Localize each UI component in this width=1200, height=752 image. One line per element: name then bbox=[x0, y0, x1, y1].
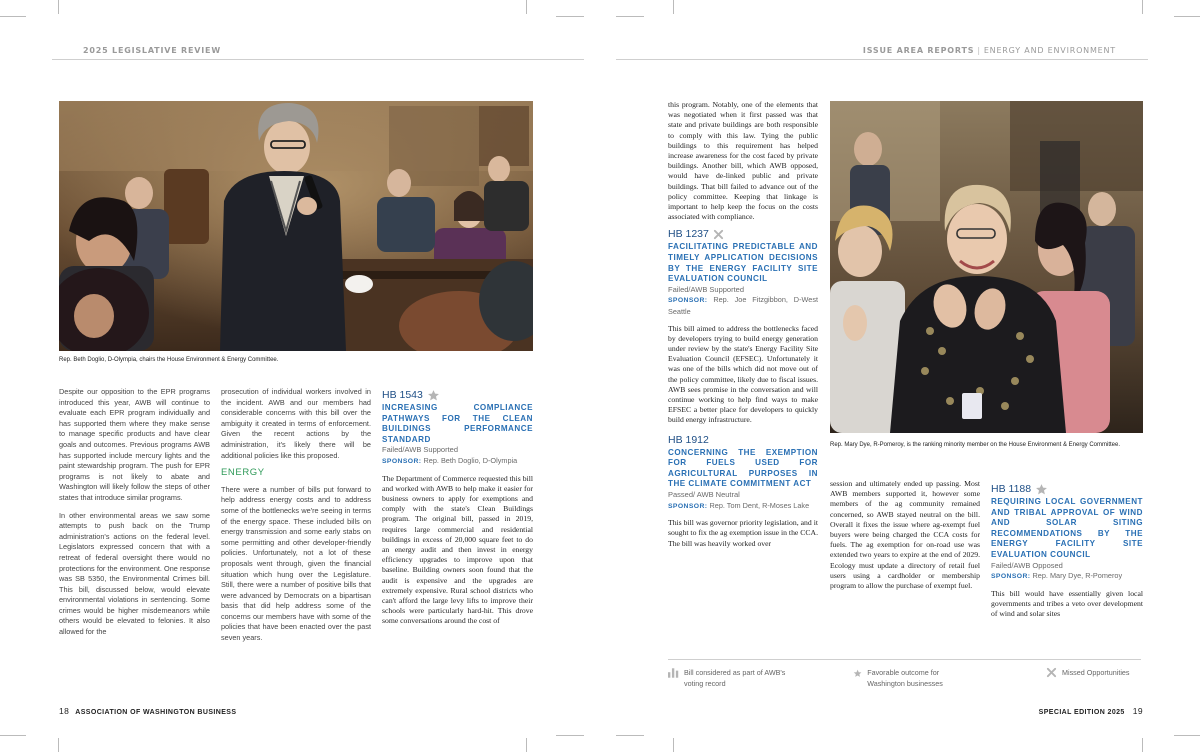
bill-status: Failed/AWB Supported bbox=[668, 284, 745, 294]
bill-body: This bill was governor priority legislation, and it sought to fix the ag exemption issue in the CCA. The bill was heavily worked over bbox=[668, 518, 818, 548]
left-page bbox=[0, 0, 584, 752]
legend-label: Bill considered as part of AWB's voting record bbox=[684, 668, 786, 688]
paragraph: In other environmental areas we saw some attempts to push back on the Trump administration's actions on the federal level. Legislators expressed concern that with a retreat of federal oversight there would no protections for the environment. One response was SB 5350, the Environmental Crimes bill. This bill, discussed below, would elevate environmental violations in sentencing. Some crimes would be higher misdemeanors while others would be elevated to felonies. It also allowed for the bbox=[59, 510, 210, 637]
paragraph: prosecution of individual workers involved in the incident. AWB and our members had considerable concerns with this bill over the ambiguity it created in terms of enforcement. Given the recent actions by the administration, it's likely there will be additional policies like this proposed. bbox=[221, 387, 371, 460]
bill-sponsor bbox=[668, 295, 818, 317]
header-rule bbox=[616, 59, 1148, 60]
crop-mark bbox=[526, 0, 527, 14]
paragraph: this program. Notably, one of the elements that was negotiated when it first passed was that state and private buildings are both responsible to comply with this law. Tying the public buildings to this requirement has helped increase awareness for the cost faced by private buildings. Another bill, which AWB opposed, would have de-linked public and private buildings. That bill failed to advance out of the policy committee. Keeping that linkage is important to help keep the focus on the costs associated with compliance. bbox=[668, 100, 818, 222]
bill-number-text: HB 1912 bbox=[668, 433, 709, 446]
photo-caption: Rep. Mary Dye, R-Pomeroy, is the ranking minority member on the House Environment & Energy Committee. bbox=[830, 442, 1120, 448]
crop-mark bbox=[1174, 16, 1200, 17]
legend-rule bbox=[668, 659, 1141, 660]
crop-mark bbox=[616, 735, 644, 736]
bill-status: Failed/AWB Opposed bbox=[991, 560, 1063, 570]
page-footer bbox=[1039, 706, 1143, 716]
bill-sponsor bbox=[382, 456, 533, 468]
bill-sponsor bbox=[668, 501, 818, 513]
bill-status: Failed/AWB Supported bbox=[382, 445, 459, 455]
legend-label: Missed Opportunities bbox=[1062, 668, 1130, 677]
right-page bbox=[616, 0, 1200, 752]
crop-mark bbox=[58, 738, 59, 752]
crop-mark bbox=[1174, 735, 1200, 736]
bill-title: REQUIRING LOCAL GOVERNMENT AND TRIBAL APPROVAL OF WIND AND SOLAR SITING RECOMMENDATIONS BY THE ENERGY FACILITY SITE EVALUATION COUNCIL bbox=[991, 497, 1143, 559]
bill-body: This bill aimed to address the bottlenecks faced by developers trying to build energy generation under review by the state's Energy Facility Site Evaluation Council (EFSEC). Unfortunately it was one of the bills which did not move out of the policy committee, likely due to fiscal issues. AWB sees promise in the conversation and will continue working to help find ways to make EFSEC a better place for developers to quickly build energy infrastructure. bbox=[668, 323, 818, 425]
header-rule bbox=[52, 59, 584, 60]
bill-number bbox=[668, 434, 818, 447]
photo-mary-dye bbox=[830, 101, 1143, 433]
x-mark-icon bbox=[1046, 667, 1057, 678]
legend-label: Favorable outcome for Washington businesses bbox=[867, 668, 943, 688]
bill-number-text: HB 1237 bbox=[668, 228, 709, 241]
bill-status: Passed/ AWB Neutral bbox=[668, 490, 740, 499]
footer-edition: SPECIAL EDITION 2025 bbox=[1038, 709, 1125, 716]
page-number: 19 bbox=[1132, 706, 1143, 716]
crop-mark bbox=[556, 735, 584, 736]
crop-mark bbox=[1142, 0, 1143, 14]
star-icon bbox=[1035, 483, 1048, 496]
running-head-section: ISSUE AREA REPORTS bbox=[862, 46, 975, 55]
star-icon bbox=[853, 667, 862, 680]
sponsor-label: SPONSOR: bbox=[668, 297, 708, 305]
crop-mark bbox=[556, 16, 584, 17]
crop-mark bbox=[1142, 738, 1143, 752]
bill-title: FACILITATING PREDICTABLE AND TIMELY APPLICATION DECISIONS BY THE ENERGY FACILITY SITE EVALUATION COUNCIL bbox=[668, 242, 818, 284]
right-column-1 bbox=[668, 100, 818, 549]
sponsor-label: SPONSOR: bbox=[668, 502, 708, 510]
bill-body: This bill would have essentially given local governments and tribes a veto over development of wind and solar sites bbox=[991, 588, 1143, 619]
left-column-2 bbox=[221, 387, 371, 651]
legend-missed bbox=[1046, 667, 1146, 678]
legend-voting-record bbox=[668, 667, 798, 689]
crop-mark bbox=[0, 735, 26, 736]
running-head: 2025 LEGISLATIVE REVIEW bbox=[83, 46, 221, 55]
crop-mark bbox=[0, 16, 26, 17]
footer-publisher: ASSOCIATION OF WASHINGTON BUSINESS bbox=[75, 709, 237, 716]
legend-favorable bbox=[853, 667, 973, 689]
bill-sponsor bbox=[991, 571, 1143, 583]
energy-heading: ENERGY bbox=[221, 467, 265, 479]
running-head: ISSUE AREA REPORTS | ENERGY AND ENVIRONMENT bbox=[862, 46, 1116, 55]
crop-mark bbox=[58, 0, 59, 14]
sponsor-name: Rep. Mary Dye, R-Pomeroy bbox=[1032, 571, 1123, 581]
bar-chart-icon bbox=[668, 667, 679, 679]
bill-number bbox=[668, 228, 818, 241]
sponsor-name: Rep. Joe Fitzgibbon, D-West Seattle bbox=[668, 295, 818, 316]
sponsor-name: Rep. Tom Dent, R-Moses Lake bbox=[709, 500, 810, 510]
right-column-2 bbox=[830, 479, 980, 591]
bill-hb1543 bbox=[382, 389, 533, 627]
crop-mark bbox=[673, 738, 674, 752]
bill-body: The Department of Commerce requested this bill and worked with AWB to help make it easier for business owners to apply for exemptions and comply with the state's Clean Buildings program. The original bill, passed in 2019, requires large commercial and residential buildings in excess of 20,000 square feet to do an energy audit and then invest in energy efficiency upgrades to improve upon that baseline. Building owners soon found that the audit is expensive and the upgrades are extremely expensive. Rural school districts who can't afford the large levy lifts to improve their schools were particularly hard-hit. This drove some conversations around the cost of bbox=[382, 473, 533, 626]
page-footer bbox=[59, 706, 236, 716]
x-mark-icon bbox=[713, 229, 724, 240]
photo-caption: Rep. Beth Doglio, D-Olympia, chairs the House Environment & Energy Committee. bbox=[59, 357, 279, 363]
crop-mark bbox=[673, 0, 674, 14]
sponsor-name: Rep. Beth Doglio, D-Olympia bbox=[423, 455, 518, 465]
paragraph: Despite our opposition to the EPR programs introduced this year, AWB will continue to evaluate each EPR program individually and has supported them where they make sense to manage specific products and have clear goals and outcomes. Previous programs AWB has supported include mercury lights and the paint stewardship program. The push for EPR programs is not likely to abate and Washington will likely follow the steps of other states that introduce similar programs. bbox=[59, 387, 210, 502]
bill-title: INCREASING COMPLIANCE PATHWAYS FOR THE CLEAN BUILDINGS PERFORMANCE STANDARD bbox=[382, 403, 533, 444]
photo-beth-doglio bbox=[59, 101, 533, 351]
crop-mark bbox=[526, 738, 527, 752]
star-icon bbox=[427, 389, 440, 402]
bill-number-text: HB 1188 bbox=[991, 483, 1032, 495]
bill-title: CONCERNING THE EXEMPTION FOR FUELS USED FOR AGRICULTURAL PURPOSES IN THE CLIMATE COMMITMENT ACT bbox=[668, 447, 818, 489]
bill-hb1188 bbox=[991, 483, 1143, 619]
crop-mark bbox=[616, 16, 644, 17]
page-number: 18 bbox=[59, 706, 70, 716]
running-head-topic: ENERGY AND ENVIRONMENT bbox=[983, 46, 1116, 55]
paragraph: session and ultimately ended up passing. Most AWB members supported it, however some members of the ag community remained concerned, so AWB stayed neutral on the bill. Overall it fixes the issue where ag-exempt fuel buyers were being charged the CCA costs for fuels. The ag exemption for on-road use was extended two years to expire at the end of 2029. Ecology must update a directory of retail fuel users using a cardholder or membership program to allow the purchase of exempt fuel. bbox=[830, 479, 980, 591]
sponsor-label: SPONSOR: bbox=[382, 457, 422, 465]
left-column-1 bbox=[59, 387, 210, 645]
paragraph: There were a number of bills put forward to help address energy costs and to address some of the bottlenecks we're seeing in terms of the energy space. These included bills on energy transmission and some early stabs on some permitting and other developer-friendly policies. Unfortunately, not a lot of these proposals went through, given the financial situation which hung over the Legislature. Still, there were a number of positive bills that were advanced by Democrats on a bipartisan basis that did help address some of the concerns our members have with some of the policies that have been enacted over the past seven years. bbox=[221, 484, 371, 643]
bill-number-text: HB 1543 bbox=[382, 389, 423, 401]
sponsor-label: SPONSOR: bbox=[991, 573, 1031, 581]
bill-number bbox=[991, 483, 1143, 496]
bill-number bbox=[382, 389, 533, 402]
